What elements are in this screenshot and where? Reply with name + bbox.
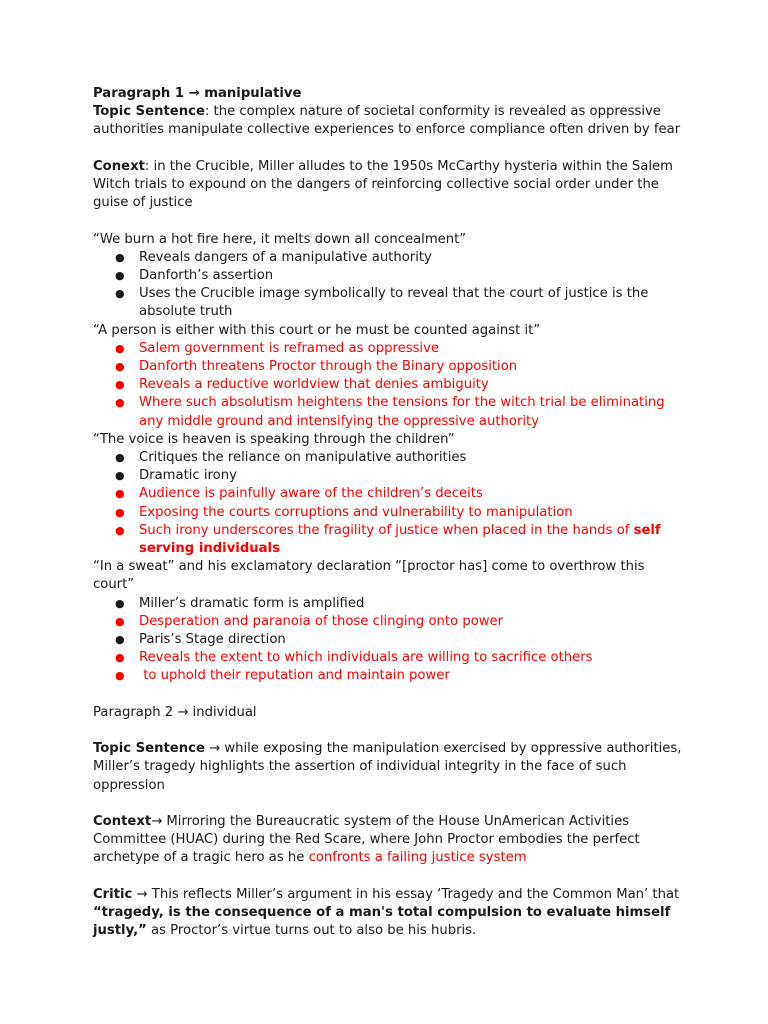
quote-3-bullets: [93, 449, 683, 558]
bullet-icon: ●: [115, 250, 125, 264]
bullet-icon: ●: [115, 396, 125, 410]
list-item: ● Such irony underscores the fragility of justice when placed in the hands of self serving individuals: [115, 522, 661, 557]
bullet-icon: ●: [115, 287, 125, 301]
bullet-icon: ●: [115, 469, 125, 483]
bullet-icon: ●: [115, 451, 125, 465]
paragraph-2-critic: [93, 886, 683, 941]
context-label: Context: [93, 814, 152, 830]
list-item: ● Desperation and paranoia of those clinging onto power: [93, 613, 683, 631]
paragraph-1-topic-sentence: [93, 103, 683, 139]
quote-4: “In a sweat” and his exclamatory declaration “[proctor has] come to overthrow this court”: [93, 559, 645, 593]
spacer: [93, 686, 683, 704]
paragraph-1-context: [93, 158, 683, 213]
bullet-icon: ●: [115, 651, 125, 665]
list-item: ● Salem government is reframed as oppressive: [93, 340, 683, 358]
context-highlight: confronts a failing justice system: [308, 850, 527, 866]
list-item: ● Miller’s dramatic form is amplified: [93, 595, 683, 613]
bullet-icon: ●: [115, 523, 125, 537]
context-text: : in the Crucible, Miller alludes to the 1950s McCarthy hysteria within the Salem Witch trials to expound on the dangers of reinforcing collective social order under the guise of justice: [93, 158, 673, 211]
quote-1: “We burn a hot fire here, it melts down all concealment”: [93, 231, 467, 247]
bullet-icon: ●: [115, 360, 125, 374]
bullet-icon: ●: [115, 505, 125, 519]
bullet-icon: ●: [115, 341, 125, 355]
paragraph-2-heading: Paragraph 2 → individual: [93, 704, 257, 720]
spacer: [93, 868, 683, 886]
paragraph-2-context: [93, 813, 683, 868]
list-item: ● Danforth’s assertion: [93, 267, 683, 285]
list-item: ● Paris’s Stage direction: [93, 631, 683, 649]
paragraph-1-heading: Paragraph 1 → manipulative: [93, 86, 302, 101]
quote-4-bullets: [93, 595, 683, 686]
list-item: ● Reveals the extent to which individuals are willing to sacrifice others: [93, 649, 683, 667]
spacer: [93, 140, 683, 158]
bullet-icon: ●: [115, 269, 125, 282]
list-item: ● Dramatic irony: [93, 467, 683, 485]
bullet-icon: ●: [115, 614, 125, 628]
critic-quote: “tragedy, is the consequence of a man's total compulsion to evaluate himself justly,”: [93, 905, 671, 939]
context-label: Conext: [93, 158, 145, 174]
list-item: ● Critiques the reliance on manipulative authorities: [93, 449, 683, 467]
spacer: [93, 212, 683, 230]
paragraph-2-topic-sentence: [93, 740, 683, 795]
document-page: [93, 85, 683, 940]
critic-label: Critic: [93, 886, 133, 902]
spacer: [93, 722, 683, 740]
bullet-icon: ●: [115, 487, 125, 501]
bullet-icon: ●: [115, 378, 125, 392]
bullet-icon: ●: [115, 596, 125, 610]
critic-end: as Proctor’s virtue turns out to also be his hubris.: [146, 923, 477, 939]
quote-3: “The voice is heaven is speaking through the children”: [93, 431, 455, 447]
list-item: ● Audience is painfully aware of the children’s deceits: [93, 485, 683, 503]
list-item: ● Uses the Crucible image symbolically to reveal that the court of justice is the absolute truth: [115, 286, 649, 320]
topic-sentence-text: → while exposing the manipulation exercised by oppressive authorities, Miller’s tragedy highlights the assertion of individual integrity in the face of such oppression: [93, 741, 682, 793]
list-item: ● to uphold their reputation and maintain power: [93, 667, 683, 685]
list-item: ● Reveals dangers of a manipulative authority: [93, 249, 683, 267]
bullet-icon: ●: [115, 633, 125, 647]
topic-sentence-label: Topic Sentence: [93, 741, 205, 757]
critic-text: → This reflects Miller’s argument in his essay ‘Tragedy and the Common Man’ that: [132, 886, 680, 902]
list-item: ● Exposing the courts corruptions and vulnerability to manipulation: [93, 504, 683, 522]
list-item: ● Reveals a reductive worldview that denies ambiguity: [93, 376, 683, 394]
topic-sentence-text: : the complex nature of societal conformity is revealed as oppressive authorities manipulate collective experiences to enforce compliance often driven by fear: [93, 104, 681, 138]
list-item: ● Where such absolutism heightens the tensions for the witch trial be eliminating any middle ground and intensifying the oppressive authority: [115, 395, 665, 429]
quote-2: “A person is either with this court or he must be counted against it”: [93, 322, 541, 338]
quote-1-bullets: [93, 249, 683, 322]
list-item: ● Danforth threatens Proctor through the Binary opposition: [93, 358, 683, 376]
bullet-icon: ●: [115, 669, 125, 683]
quote-2-bullets: [93, 340, 683, 431]
context-text: → Mirroring the Bureaucratic system of the House UnAmerican Activities Committee (HUAC) during the Red Scare, where John Proctor embodies the perfect archetype of a tragic hero as he: [93, 814, 640, 866]
topic-sentence-label: Topic Sentence: [93, 104, 205, 120]
spacer: [93, 795, 683, 813]
